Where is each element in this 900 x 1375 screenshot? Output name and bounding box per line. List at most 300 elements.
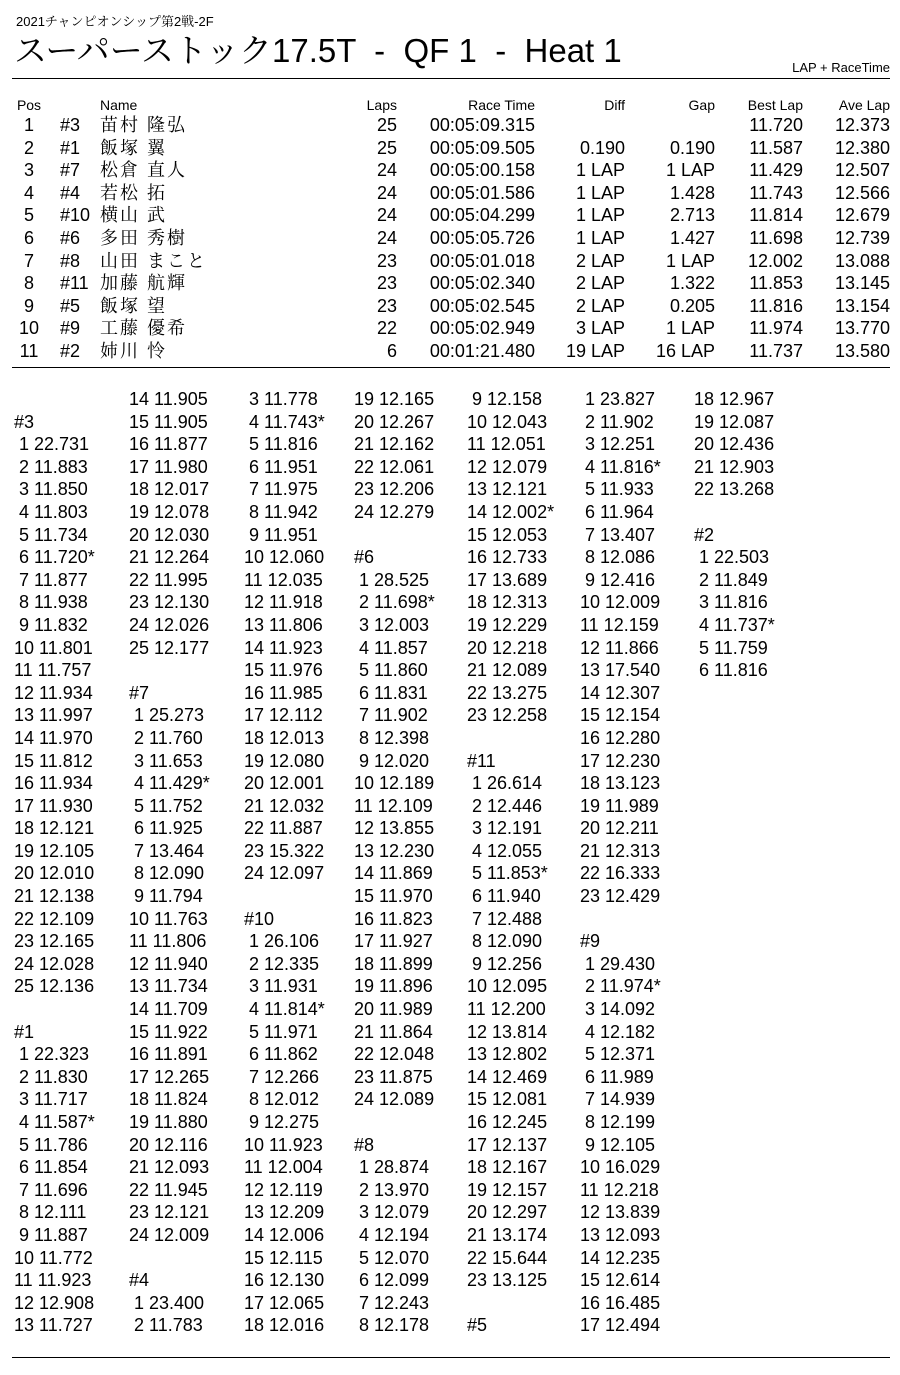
lap-entry: 6 11.964 bbox=[580, 501, 654, 522]
lap-entry: 17 12.230 bbox=[580, 750, 661, 771]
cell-ave-lap: 13.580 bbox=[834, 340, 890, 361]
lap-entry: 10 16.029 bbox=[580, 1157, 661, 1178]
result-row bbox=[10, 182, 890, 205]
lap-entry: 11 12.004 bbox=[244, 1157, 323, 1178]
lap-entry: 12 11.866 bbox=[580, 637, 659, 658]
lap-entry: #5 bbox=[467, 1315, 488, 1336]
result-row bbox=[10, 340, 890, 363]
cell-gap: 1.322 bbox=[669, 273, 715, 294]
cell-ave-lap: 13.145 bbox=[834, 273, 890, 294]
cell-best-lap: 11.429 bbox=[749, 160, 803, 181]
cell-car-number: #10 bbox=[60, 205, 91, 226]
lap-entry: #2 bbox=[694, 524, 715, 545]
lap-entry: 9 12.416 bbox=[580, 569, 656, 590]
lap-entry: 10 12.043 bbox=[467, 411, 548, 432]
lap-entry: 13 17.540 bbox=[580, 660, 661, 681]
lap-entry: 24 12.097 bbox=[244, 863, 325, 884]
lap-entry: 16 11.934 bbox=[14, 773, 93, 794]
header-divider bbox=[12, 78, 890, 79]
lap-entry: 4 11.814* bbox=[244, 999, 325, 1020]
lap-entry: 21 12.093 bbox=[129, 1157, 210, 1178]
lap-entry: 14 12.002* bbox=[467, 501, 555, 522]
cell-best-lap: 11.698 bbox=[749, 227, 803, 248]
cell-race-time: 00:01:21.480 bbox=[429, 340, 535, 361]
lap-entry: 15 11.905 bbox=[129, 411, 208, 432]
lap-entry: 24 12.279 bbox=[354, 501, 435, 522]
lap-entry: 17 13.689 bbox=[467, 569, 548, 590]
cell-car-number: #3 bbox=[60, 115, 81, 135]
cell-pos: 10 bbox=[18, 318, 40, 339]
lap-entry: #11 bbox=[467, 750, 496, 771]
lap-entry: 16 16.485 bbox=[580, 1292, 661, 1313]
lap-entry: 4 12.182 bbox=[580, 1021, 656, 1042]
cell-race-time: 00:05:02.340 bbox=[429, 273, 535, 294]
lap-entry: 23 12.130 bbox=[129, 592, 210, 613]
lap-entry: 19 12.157 bbox=[467, 1179, 548, 1200]
lap-entry: 19 11.896 bbox=[354, 976, 433, 997]
cell-pos: 1 bbox=[23, 115, 34, 135]
lap-entry: 2 11.760 bbox=[129, 727, 203, 748]
lap-entry: #4 bbox=[129, 1270, 150, 1291]
cell-pos: 5 bbox=[23, 205, 34, 226]
lap-entry: 25 12.177 bbox=[129, 637, 210, 658]
result-row bbox=[10, 114, 890, 137]
lap-entry: 19 12.080 bbox=[244, 750, 325, 771]
cell-car-number: #6 bbox=[60, 227, 81, 248]
cell-race-time: 00:05:04.299 bbox=[429, 205, 535, 226]
lap-entry: 1 22.323 bbox=[14, 1044, 90, 1065]
lap-entry: 8 12.178 bbox=[354, 1315, 430, 1336]
lap-entry: 10 11.772 bbox=[14, 1247, 93, 1268]
lap-entry: 6 12.099 bbox=[354, 1270, 430, 1291]
lap-entry: 20 12.218 bbox=[467, 637, 548, 658]
lap-entry: 18 12.121 bbox=[14, 818, 95, 839]
lap-entry: 12 13.839 bbox=[580, 1202, 661, 1223]
lap-entry: 6 11.925 bbox=[129, 818, 203, 839]
lap-entry: 22 12.061 bbox=[354, 456, 435, 477]
lap-entry: 5 11.759 bbox=[694, 637, 768, 658]
lap-entry: 1 28.525 bbox=[354, 569, 430, 590]
cell-gap: 0.190 bbox=[669, 137, 715, 158]
lap-entry: 21 12.264 bbox=[129, 547, 210, 568]
lap-entry: 21 11.864 bbox=[354, 1021, 433, 1042]
cell-pos: 6 bbox=[23, 227, 34, 248]
lap-entry: 14 12.235 bbox=[580, 1247, 661, 1268]
cell-best-lap: 11.853 bbox=[749, 273, 803, 294]
cell-best-lap: 12.002 bbox=[747, 250, 803, 271]
cell-ave-lap: 12.507 bbox=[834, 160, 890, 181]
lap-entry: 7 12.266 bbox=[244, 1066, 320, 1087]
lap-entry: 13 12.802 bbox=[467, 1044, 548, 1065]
lap-entry: 12 11.940 bbox=[129, 953, 208, 974]
col-header-name: Name bbox=[100, 97, 138, 113]
cell-best-lap: 11.743 bbox=[749, 182, 803, 203]
lap-entry: 9 12.158 bbox=[467, 389, 543, 409]
lap-entry bbox=[467, 727, 579, 750]
lap-entry: 10 12.189 bbox=[354, 773, 435, 794]
lap-entry: 18 12.016 bbox=[244, 1315, 325, 1336]
lap-entry: 14 11.905 bbox=[129, 389, 208, 409]
cell-ave-lap: 13.088 bbox=[834, 250, 890, 271]
cell-best-lap: 11.816 bbox=[749, 295, 803, 316]
lap-entry: 21 12.138 bbox=[14, 886, 95, 907]
lap-entry bbox=[694, 501, 806, 524]
lap-entry bbox=[354, 524, 466, 547]
lap-entry: 2 11.902 bbox=[580, 411, 654, 432]
lap-entry: 8 12.398 bbox=[354, 727, 430, 748]
cell-driver-name: 加藤 航輝 bbox=[100, 273, 188, 294]
lap-entry bbox=[244, 885, 356, 908]
lap-entry: 17 12.265 bbox=[129, 1066, 210, 1087]
lap-entry: 6 11.720* bbox=[14, 547, 95, 568]
cell-laps: 24 bbox=[376, 205, 397, 226]
lap-entry: 19 12.105 bbox=[14, 840, 95, 861]
lap-entry: 13 12.121 bbox=[467, 479, 548, 500]
lap-entry: 23 12.429 bbox=[580, 886, 661, 907]
lap-entry: 19 11.989 bbox=[580, 795, 659, 816]
lap-entry: 16 11.823 bbox=[354, 908, 433, 929]
lap-entry: 23 12.206 bbox=[354, 479, 435, 500]
lap-entry: 6 11.940 bbox=[467, 886, 541, 907]
lap-entry: 12 12.908 bbox=[14, 1292, 95, 1313]
lap-entry: 4 11.737* bbox=[694, 614, 775, 635]
cell-best-lap: 11.587 bbox=[749, 137, 803, 158]
lap-entry: 3 12.191 bbox=[467, 818, 543, 839]
lap-entry: 20 11.989 bbox=[354, 999, 433, 1020]
lap-entry: 7 12.488 bbox=[467, 908, 543, 929]
cell-diff: 2 LAP bbox=[575, 295, 625, 316]
lap-entry: 2 11.783 bbox=[129, 1315, 203, 1336]
lap-entry: 19 12.087 bbox=[694, 411, 775, 432]
lap-entry: 14 11.970 bbox=[14, 727, 93, 748]
col-header-race-time: Race Time bbox=[468, 97, 535, 113]
lap-entry: 7 11.902 bbox=[354, 705, 428, 726]
lap-entry: 6 11.951 bbox=[244, 456, 318, 477]
lap-entry: 8 12.111 bbox=[14, 1202, 87, 1223]
lap-column bbox=[467, 388, 579, 1337]
lap-entry: 11 11.923 bbox=[14, 1270, 92, 1291]
cell-driver-name: 飯塚 望 bbox=[100, 295, 168, 316]
result-row bbox=[10, 227, 890, 250]
col-header-ave-lap: Ave Lap bbox=[838, 97, 890, 113]
lap-entry: 23 15.322 bbox=[244, 840, 325, 861]
lap-entry bbox=[129, 1247, 241, 1270]
cell-car-number: #5 bbox=[60, 295, 81, 316]
lap-entry: 24 12.028 bbox=[14, 953, 95, 974]
lap-entry: 9 12.256 bbox=[467, 953, 543, 974]
lap-entry: 7 13.407 bbox=[580, 524, 656, 545]
cell-diff: 1 LAP bbox=[575, 182, 625, 203]
lap-entry: 20 12.001 bbox=[244, 773, 325, 794]
cell-gap: 1 LAP bbox=[665, 250, 715, 271]
cell-driver-name: 苗村 隆弘 bbox=[100, 115, 188, 135]
lap-entry: 7 11.877 bbox=[14, 569, 88, 590]
lap-entry: 3 11.653 bbox=[129, 750, 203, 771]
lap-entry: 6 11.854 bbox=[14, 1157, 88, 1178]
cell-laps: 24 bbox=[376, 160, 397, 181]
lap-entry: 2 11.849 bbox=[694, 569, 768, 590]
col-header-best-lap: Best Lap bbox=[747, 97, 803, 113]
cell-best-lap: 11.814 bbox=[749, 205, 803, 226]
cell-pos: 3 bbox=[23, 160, 34, 181]
lap-entry: 3 11.778 bbox=[244, 389, 318, 409]
lap-entry: 8 12.090 bbox=[467, 931, 543, 952]
lap-entry: 23 13.125 bbox=[467, 1270, 548, 1291]
lap-entry: 1 23.400 bbox=[129, 1292, 205, 1313]
lap-entry: 5 11.860 bbox=[354, 660, 428, 681]
lap-entry: 3 11.850 bbox=[14, 479, 88, 500]
lap-entry: 9 11.887 bbox=[14, 1224, 88, 1245]
lap-entry: 16 12.733 bbox=[467, 547, 548, 568]
lap-entry: 18 12.013 bbox=[244, 727, 325, 748]
lap-entry: 10 11.763 bbox=[129, 908, 208, 929]
lap-entry: 17 11.927 bbox=[354, 931, 433, 952]
lap-entry bbox=[14, 388, 126, 411]
lap-entry: 22 13.275 bbox=[467, 682, 548, 703]
cell-race-time: 00:05:05.726 bbox=[429, 227, 535, 248]
lap-entry: 11 11.757 bbox=[14, 660, 92, 681]
cell-gap: 1 LAP bbox=[665, 318, 715, 339]
lap-entry: 17 12.494 bbox=[580, 1315, 661, 1336]
lap-entry: 21 12.313 bbox=[580, 840, 661, 861]
cell-gap: 1 LAP bbox=[665, 160, 715, 181]
lap-entry: 16 11.985 bbox=[244, 682, 323, 703]
lap-entry: #1 bbox=[14, 1021, 35, 1042]
lap-entry: 4 11.743* bbox=[244, 411, 325, 432]
cell-race-time: 00:05:02.545 bbox=[429, 295, 535, 316]
lap-entry: 13 12.230 bbox=[354, 840, 435, 861]
lap-entry: 16 12.245 bbox=[467, 1112, 548, 1132]
cell-ave-lap: 12.739 bbox=[834, 227, 890, 248]
lap-entry: 3 11.816 bbox=[694, 592, 768, 613]
lap-entry: 16 11.891 bbox=[129, 1044, 208, 1065]
lap-entry: 5 11.752 bbox=[129, 795, 203, 816]
lap-entry: 4 11.587* bbox=[14, 1112, 95, 1132]
lap-entry: #8 bbox=[354, 1134, 375, 1155]
lap-entry: 6 11.816 bbox=[694, 660, 768, 681]
lap-entry: 11 12.159 bbox=[580, 614, 659, 635]
col-header-diff: Diff bbox=[604, 97, 625, 113]
lap-entry: 15 12.614 bbox=[580, 1270, 661, 1291]
lap-entry: 10 12.060 bbox=[244, 547, 325, 568]
lap-entry: 12 12.079 bbox=[467, 456, 548, 477]
lap-entry: 15 12.053 bbox=[467, 524, 548, 545]
lap-entry: 17 12.065 bbox=[244, 1292, 325, 1313]
lap-entry: 8 11.938 bbox=[14, 592, 88, 613]
cell-gap: 0.205 bbox=[669, 295, 715, 316]
lap-entry: #9 bbox=[580, 931, 601, 952]
cell-car-number: #7 bbox=[60, 160, 81, 181]
lap-entry: 4 11.857 bbox=[354, 637, 428, 658]
lap-entry: 17 11.930 bbox=[14, 795, 93, 816]
lap-entry: 1 28.874 bbox=[354, 1157, 430, 1178]
lap-entry: 22 15.644 bbox=[467, 1247, 548, 1268]
cell-pos: 7 bbox=[23, 250, 34, 271]
lap-entry: 12 12.119 bbox=[244, 1179, 323, 1200]
lap-entry: 23 12.258 bbox=[467, 705, 548, 726]
lap-entry: 9 12.275 bbox=[244, 1112, 320, 1132]
lap-entry: 9 12.020 bbox=[354, 750, 430, 771]
lap-entry: 16 12.280 bbox=[580, 727, 661, 748]
cell-driver-name: 横山 武 bbox=[100, 205, 168, 226]
event-subtitle: 2021チャンピオンシップ第2戦-2F bbox=[16, 14, 214, 29]
cell-driver-name: 工藤 優希 bbox=[100, 318, 188, 339]
cell-gap: 16 LAP bbox=[655, 340, 715, 361]
lap-entry: 17 12.112 bbox=[244, 705, 323, 726]
lap-entry: 8 12.199 bbox=[580, 1112, 656, 1132]
lap-entry bbox=[467, 1292, 579, 1315]
report-type-label: LAP + RaceTime bbox=[792, 60, 890, 75]
cell-ave-lap: 12.373 bbox=[834, 115, 890, 135]
lap-entry: 17 11.980 bbox=[129, 456, 208, 477]
lap-entry bbox=[354, 1111, 466, 1134]
results-header-row bbox=[10, 96, 890, 114]
cell-best-lap: 11.737 bbox=[749, 340, 803, 361]
cell-car-number: #8 bbox=[60, 250, 81, 271]
lap-entry: 13 11.806 bbox=[244, 614, 323, 635]
lap-entry: 18 13.123 bbox=[580, 773, 661, 794]
lap-entry: 22 11.887 bbox=[244, 818, 323, 839]
lap-entry: 15 11.970 bbox=[354, 886, 433, 907]
lap-entry: 5 11.786 bbox=[14, 1134, 88, 1155]
lap-entry: 12 11.918 bbox=[244, 592, 323, 613]
cell-laps: 23 bbox=[376, 273, 397, 294]
lap-entry: 11 12.051 bbox=[467, 434, 546, 455]
lap-entry: 7 14.939 bbox=[580, 1089, 656, 1110]
cell-race-time: 00:05:09.505 bbox=[429, 137, 535, 158]
cell-laps: 22 bbox=[376, 318, 397, 339]
lap-entry: 11 12.109 bbox=[354, 795, 433, 816]
lap-entry: 21 12.162 bbox=[354, 434, 435, 455]
cell-car-number: #11 bbox=[60, 273, 89, 294]
lap-entry: 3 12.251 bbox=[580, 434, 656, 455]
cell-laps: 6 bbox=[386, 340, 397, 361]
lap-entry: 1 26.614 bbox=[467, 773, 543, 794]
cell-race-time: 00:05:09.315 bbox=[429, 115, 535, 135]
lap-entry: 12 11.934 bbox=[14, 682, 93, 703]
lap-entry: 21 13.174 bbox=[467, 1224, 548, 1245]
lap-entry: 20 12.030 bbox=[129, 524, 210, 545]
lap-entry: 24 12.009 bbox=[129, 1224, 210, 1245]
lap-entry: 22 11.945 bbox=[129, 1179, 208, 1200]
lap-entry: 15 12.081 bbox=[467, 1089, 548, 1110]
lap-entry: 15 11.976 bbox=[244, 660, 323, 681]
lap-entry: 2 11.698* bbox=[354, 592, 435, 613]
cell-laps: 25 bbox=[376, 115, 397, 135]
lap-entry: 22 16.333 bbox=[580, 863, 661, 884]
lap-entry: 5 11.734 bbox=[14, 524, 88, 545]
cell-race-time: 00:05:01.018 bbox=[429, 250, 535, 271]
lap-entry: #10 bbox=[244, 908, 275, 929]
cell-driver-name: 飯塚 翼 bbox=[100, 137, 168, 158]
result-row bbox=[10, 137, 890, 160]
lap-entry: 13 11.734 bbox=[129, 976, 208, 997]
cell-diff: 1 LAP bbox=[575, 205, 625, 226]
col-header-laps: Laps bbox=[366, 97, 397, 113]
lap-entry: 16 11.877 bbox=[129, 434, 208, 455]
cell-best-lap: 11.720 bbox=[749, 115, 803, 135]
lap-entry: 23 11.875 bbox=[354, 1066, 433, 1087]
col-header-pos: Pos bbox=[16, 97, 42, 113]
lap-entry: 16 12.130 bbox=[244, 1270, 325, 1291]
section-divider bbox=[12, 367, 890, 368]
lap-entry: 11 11.806 bbox=[129, 931, 207, 952]
lap-entry: 20 12.116 bbox=[129, 1134, 208, 1155]
cell-gap: 1.428 bbox=[669, 182, 715, 203]
cell-car-number: #2 bbox=[60, 340, 81, 361]
lap-entry: 2 11.883 bbox=[14, 456, 88, 477]
lap-entry: 15 11.812 bbox=[14, 750, 93, 771]
lap-entry: 24 12.026 bbox=[129, 614, 210, 635]
lap-entry: 10 11.801 bbox=[14, 637, 93, 658]
cell-diff: 1 LAP bbox=[575, 160, 625, 181]
lap-entry: 9 11.832 bbox=[14, 614, 88, 635]
cell-diff bbox=[535, 114, 625, 137]
lap-entry: 18 12.167 bbox=[467, 1157, 548, 1178]
lap-entry: 5 11.933 bbox=[580, 479, 654, 500]
lap-entry: 10 12.009 bbox=[580, 592, 661, 613]
lap-entry: 3 14.092 bbox=[580, 999, 656, 1020]
lap-entry: 5 11.816 bbox=[244, 434, 318, 455]
lap-entry: 20 12.297 bbox=[467, 1202, 548, 1223]
lap-entry: 7 12.243 bbox=[354, 1292, 430, 1313]
lap-entry: 13 11.727 bbox=[14, 1315, 93, 1336]
lap-entry: 20 12.267 bbox=[354, 411, 435, 432]
lap-entry: 3 12.003 bbox=[354, 614, 430, 635]
lap-entry: 6 11.862 bbox=[244, 1044, 318, 1065]
lap-entry: 18 12.967 bbox=[694, 389, 775, 409]
lap-entry: 15 12.115 bbox=[244, 1247, 323, 1268]
lap-entry bbox=[580, 908, 692, 931]
cell-laps: 23 bbox=[376, 295, 397, 316]
lap-entry: 2 11.974* bbox=[580, 976, 661, 997]
lap-entry: 4 12.194 bbox=[354, 1224, 430, 1245]
lap-entry bbox=[14, 998, 126, 1021]
lap-entry bbox=[129, 659, 241, 682]
lap-entry: 20 12.010 bbox=[14, 863, 95, 884]
cell-laps: 25 bbox=[376, 137, 397, 158]
cell-pos: 9 bbox=[23, 295, 34, 316]
lap-entry: 4 11.816* bbox=[580, 456, 661, 477]
lap-entry: 3 12.079 bbox=[354, 1202, 430, 1223]
lap-entry: 14 11.923 bbox=[244, 637, 323, 658]
cell-laps: 24 bbox=[376, 227, 397, 248]
lap-entry: 5 12.371 bbox=[580, 1044, 656, 1065]
lap-entry: 19 12.078 bbox=[129, 501, 210, 522]
lap-entry: 1 23.827 bbox=[580, 389, 656, 409]
lap-entry: 25 12.136 bbox=[14, 976, 95, 997]
lap-entry: 4 12.055 bbox=[467, 840, 543, 861]
cell-car-number: #4 bbox=[60, 182, 81, 203]
cell-pos: 11 bbox=[19, 340, 39, 361]
cell-diff: 2 LAP bbox=[575, 273, 625, 294]
result-row bbox=[10, 159, 890, 182]
lap-entry: 2 13.970 bbox=[354, 1179, 430, 1200]
lap-entry: 1 25.273 bbox=[129, 705, 205, 726]
lap-entry: 18 11.899 bbox=[354, 953, 433, 974]
cell-diff: 19 LAP bbox=[565, 340, 625, 361]
lap-entry: 1 26.106 bbox=[244, 931, 320, 952]
lap-entry: 12 13.855 bbox=[354, 818, 435, 839]
lap-entry: 10 11.923 bbox=[244, 1134, 323, 1155]
cell-pos: 2 bbox=[23, 137, 34, 158]
lap-entry: 14 12.006 bbox=[244, 1224, 325, 1245]
lap-entry: 4 11.803 bbox=[14, 501, 88, 522]
cell-driver-name: 松倉 直人 bbox=[100, 160, 188, 181]
lap-entry: 14 12.307 bbox=[580, 682, 661, 703]
lap-entry: 15 11.922 bbox=[129, 1021, 208, 1042]
cell-race-time: 00:05:02.949 bbox=[429, 318, 535, 339]
